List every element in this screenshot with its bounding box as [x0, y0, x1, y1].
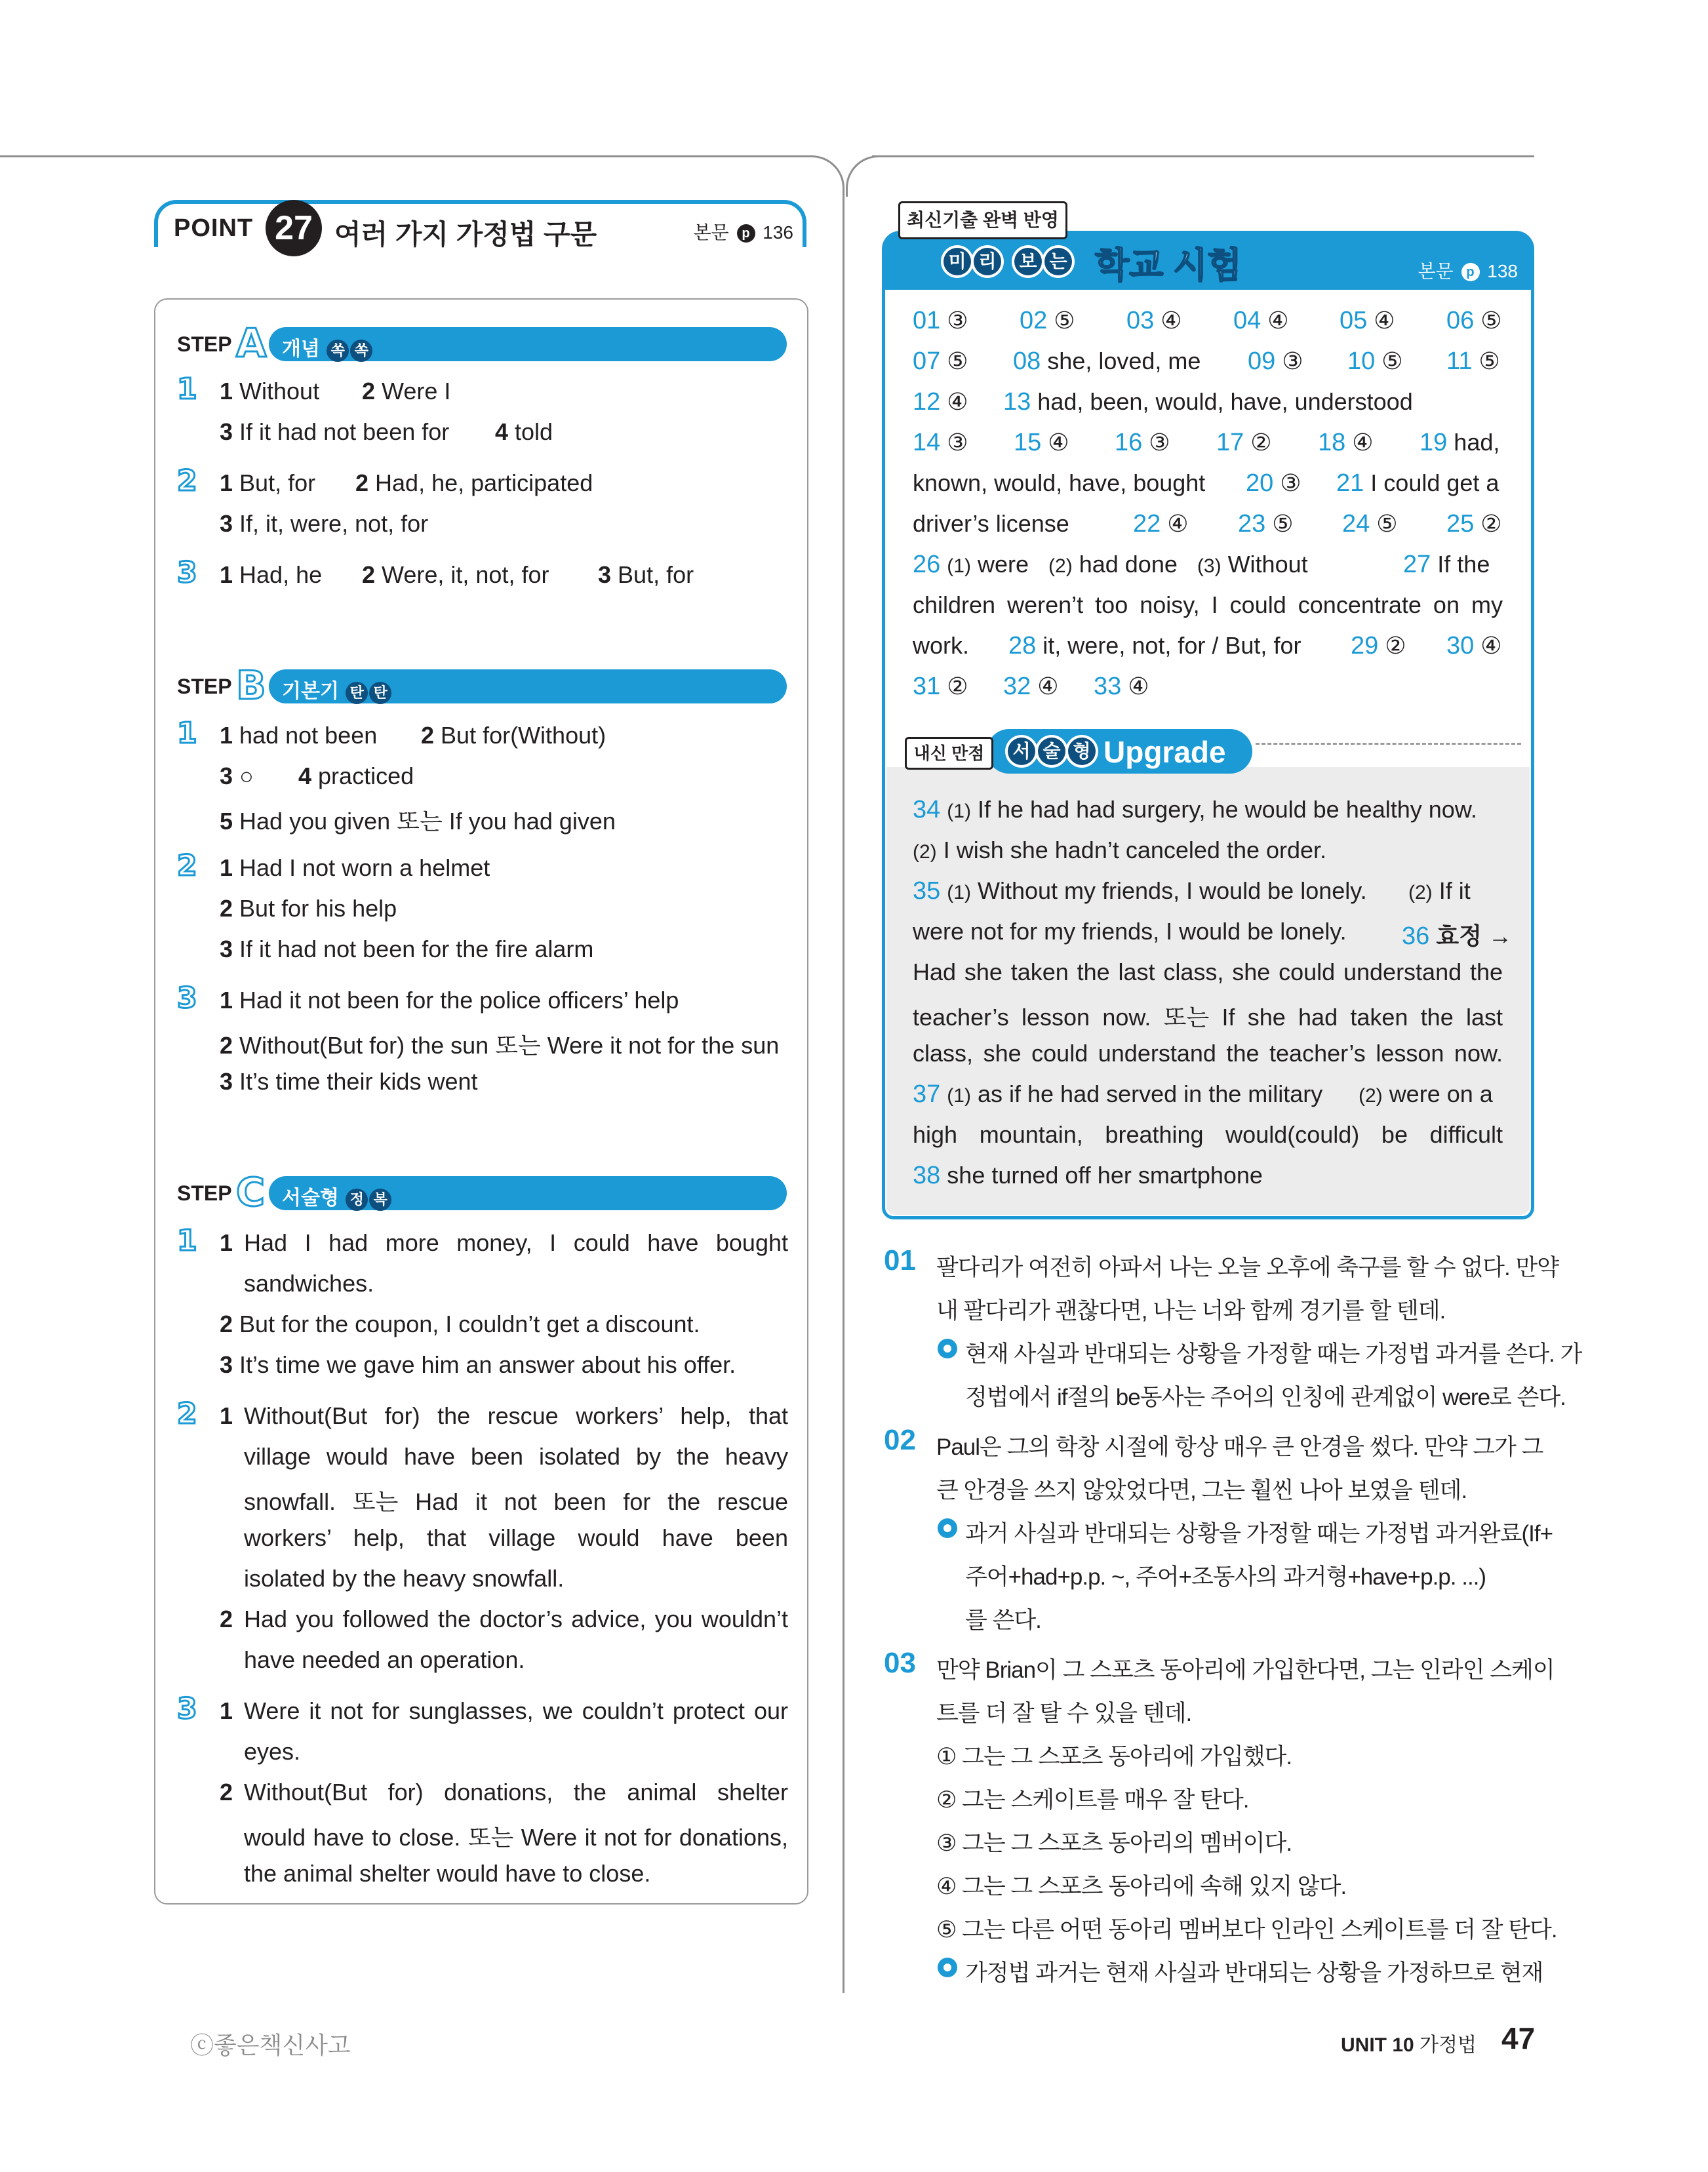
- header-page-ref: 본문 p 138: [1418, 261, 1518, 281]
- upgrade-line: (2) were on a: [1359, 1080, 1493, 1107]
- answer-row: 21 I could get a: [1336, 469, 1499, 497]
- answer-number: 2: [220, 1779, 233, 1806]
- step-c-label: 서술형: [282, 1187, 339, 1209]
- answer-row: 08 she, loved, me: [1013, 347, 1201, 375]
- step-c-pill: [269, 1176, 787, 1210]
- page-number: 47: [1501, 2021, 1536, 2055]
- copyright: ⓒ좋은책신사고: [190, 2032, 351, 2059]
- answer-line: eyes.: [244, 1738, 301, 1765]
- answer-row: 07 ⑤: [913, 347, 968, 375]
- upgrade-line: were not for my friends, I would be lonely.: [913, 918, 1347, 945]
- step-letter-c: C: [236, 1170, 266, 1215]
- explanation-number: 02: [884, 1424, 916, 1456]
- page-p-icon: p: [1461, 263, 1480, 281]
- upgrade-dot: 형: [1065, 735, 1098, 768]
- answer-line: 1 Without: [220, 378, 320, 405]
- upgrade-line: high mountain, breathing would(could) be difficult: [913, 1121, 1503, 1148]
- explanation-number: 01: [884, 1244, 916, 1276]
- answer-line: 1 But, for: [220, 469, 316, 496]
- upgrade-pill: [987, 729, 1252, 774]
- top-rule-right: [872, 155, 1534, 157]
- answer-line: 2 But for(Without): [421, 722, 606, 749]
- question-number: 1: [177, 1224, 197, 1257]
- step-b-dot-2: 탄: [369, 682, 391, 704]
- hint-icon: [938, 1339, 957, 1358]
- upgrade-line: teacher’s lesson now. 또는 If she had taken the last: [913, 1004, 1503, 1031]
- step-a-dot-2: 쏙: [350, 340, 372, 362]
- header-dot: 는: [1042, 245, 1075, 278]
- explanation-text: 큰 안경을 쓰지 않았었다면, 그는 훨씬 나아 보였을 텐데.: [936, 1478, 1467, 1503]
- answer-row: 03 ④: [1126, 307, 1182, 334]
- spine-line: [843, 190, 844, 1993]
- answer-line: 3 If it had not been for: [220, 418, 450, 445]
- ref-label: 본문: [693, 222, 729, 243]
- answer-line: 2 Were, it, not, for: [362, 561, 549, 588]
- answer-row: 09 ③: [1248, 347, 1303, 375]
- header-dot: 보: [1012, 245, 1044, 278]
- spine-curve-right: [846, 155, 887, 197]
- answer-row: 06 ⑤: [1446, 307, 1502, 334]
- step-word: STEP: [177, 332, 232, 356]
- answer-line: village would have been isolated by the heavy: [244, 1443, 788, 1470]
- upgrade-dot: 서: [1005, 735, 1038, 768]
- answer-line: workers’ help, that village would have been: [244, 1524, 788, 1551]
- step-word: STEP: [177, 1181, 232, 1205]
- step-c-header: [177, 1170, 793, 1215]
- answer-row: 25 ②: [1446, 510, 1502, 538]
- answer-line: Without(But for) the rescue workers’ help, that: [244, 1402, 788, 1429]
- question-number: 2: [177, 849, 197, 882]
- upgrade-dot: 술: [1035, 735, 1068, 768]
- answer-row: driver’s license: [913, 510, 1069, 537]
- answer-line: 2 But for his help: [220, 895, 397, 922]
- step-letter-b: B: [236, 663, 266, 709]
- hint-text: 를 쓴다.: [965, 1608, 1041, 1633]
- answer-line: 2 Were I: [362, 378, 451, 405]
- answer-number: 1: [220, 1697, 233, 1724]
- answer-line: 1 had not been: [220, 722, 378, 749]
- step-a-pill: [269, 327, 787, 361]
- answer-row: 13 had, been, would, have, understood: [1003, 388, 1413, 416]
- upgrade-divider: [1256, 743, 1521, 745]
- option-2: ② 그는 스케이트를 매우 잘 탄다.: [936, 1787, 1249, 1813]
- hint-text: 가정법 과거는 현재 사실과 반대되는 상황을 가정하므로 현재: [965, 1960, 1543, 1986]
- answer-row: 04 ④: [1233, 307, 1289, 334]
- answer-line: snowfall. 또는 Had it not been for the rescue: [244, 1488, 788, 1515]
- point-title: 여러 가지 가정법 구문: [334, 219, 597, 250]
- answer-row: 19 had,: [1420, 429, 1500, 456]
- ref-page: 136: [763, 222, 793, 243]
- answer-line: 1 Had it not been for the police officers’ help: [220, 987, 679, 1014]
- step-b-pill: [269, 669, 787, 703]
- option-3: ③ 그는 그 스포츠 동아리의 멤버이다.: [936, 1830, 1292, 1856]
- upgrade-line: Had she taken the last class, she could understand the: [913, 958, 1503, 985]
- unit-label: UNIT 10 가정법: [1341, 2034, 1477, 2056]
- upgrade-line: 38 she turned off her smartphone: [913, 1162, 1263, 1189]
- answer-row: 10 ⑤: [1347, 347, 1403, 375]
- question-number: 3: [177, 981, 197, 1015]
- step-b-label: 기본기: [282, 681, 339, 702]
- upgrade-line: 36 효정 →: [1402, 922, 1512, 950]
- answer-row: 23 ⑤: [1238, 510, 1294, 538]
- answer-row: 12 ④: [913, 388, 968, 416]
- explanation-text: 만약 Brian이 그 스포츠 동아리에 가입한다면, 그는 인라인 스케이: [936, 1657, 1555, 1683]
- answer-row: 14 ③: [913, 429, 968, 456]
- answer-line: 3 It’s time their kids went: [220, 1068, 478, 1095]
- upgrade-line: 35 (1) Without my friends, I would be lonely.: [913, 877, 1367, 905]
- answer-row: 31 ②: [913, 673, 968, 700]
- answer-line: 1 Had I not worn a helmet: [220, 854, 490, 881]
- hint-text: 과거 사실과 반대되는 상황을 가정할 때는 가정법 과거완료(If+: [965, 1521, 1553, 1547]
- question-number: 3: [177, 1692, 197, 1726]
- answer-row: 30 ④: [1446, 632, 1502, 660]
- upgrade-tag: 내신 만점: [905, 737, 993, 770]
- answer-row: 26 (1) were (2) had done (3) Without: [913, 551, 1308, 578]
- answer-line: Had I had more money, I could have bought: [244, 1229, 788, 1256]
- answer-line: Had you followed the doctor’s advice, you wouldn’t: [244, 1606, 788, 1632]
- answer-row: known, would, have, bought: [913, 469, 1206, 496]
- explanation-text: 트를 더 잘 탈 수 있을 텐데.: [936, 1701, 1192, 1726]
- hint-text: 현재 사실과 반대되는 상황을 가정할 때는 가정법 과거를 쓴다. 가: [965, 1341, 1582, 1367]
- answer-row: 05 ④: [1340, 307, 1395, 334]
- answer-row: 22 ④: [1133, 510, 1189, 538]
- answer-line: 4 practiced: [298, 762, 414, 789]
- answer-number: 2: [220, 1606, 233, 1632]
- spine-curve-left: [803, 155, 844, 197]
- answer-row: 20 ③: [1246, 469, 1301, 497]
- answer-row: 24 ⑤: [1342, 510, 1398, 538]
- upgrade-line: class, she could understand the teacher’s lesson now.: [913, 1040, 1503, 1067]
- answer-line: Without(But for) donations, the animal shelter: [244, 1779, 788, 1806]
- question-number: 2: [177, 464, 197, 498]
- explanation-number: 03: [884, 1647, 916, 1679]
- option-1: ① 그는 그 스포츠 동아리에 가입했다.: [936, 1744, 1292, 1769]
- answer-line: 3 If it had not been for the fire alarm: [220, 936, 594, 962]
- upgrade-title: Upgrade: [1103, 735, 1226, 769]
- hint-icon: [938, 1958, 957, 1977]
- question-number: 3: [177, 556, 197, 589]
- upgrade-line: (2) I wish she hadn’t canceled the order.: [913, 837, 1327, 863]
- answer-line: have needed an operation.: [244, 1646, 525, 1673]
- answer-row: 29 ②: [1351, 632, 1406, 660]
- answer-line: sandwiches.: [244, 1270, 374, 1297]
- explanation-text: 내 팔다리가 괜찮다면, 나는 너와 함께 경기를 할 텐데.: [936, 1298, 1446, 1324]
- step-c-dot-2: 복: [369, 1189, 391, 1211]
- answer-line: 3 It’s time we gave him an answer about his offer.: [220, 1351, 736, 1378]
- answer-row: 18 ④: [1318, 429, 1374, 456]
- answer-line: 3 ○: [220, 762, 254, 789]
- answer-row: 33 ④: [1094, 673, 1149, 700]
- step-word: STEP: [177, 675, 232, 698]
- question-number: 1: [177, 717, 197, 750]
- upgrade-line: (2) If it: [1408, 877, 1471, 904]
- option-4: ④ 그는 그 스포츠 동아리에 속해 있지 않다.: [936, 1874, 1347, 1899]
- answer-row: 15 ④: [1014, 429, 1069, 456]
- answer-row: children weren’t too noisy, I could concentrate on my: [913, 591, 1503, 618]
- answer-row: 11 ⑤: [1446, 347, 1500, 375]
- point-header: [154, 200, 806, 252]
- answer-number: 1: [220, 1229, 233, 1256]
- hint-icon: [938, 1518, 957, 1538]
- step-c-dot-1: 정: [346, 1189, 368, 1211]
- answer-line: 2 But for the coupon, I couldn’t get a discount.: [220, 1311, 700, 1337]
- answer-line: the animal shelter would have to close.: [244, 1860, 651, 1887]
- answer-line: 3 If, it, were, not, for: [220, 510, 429, 537]
- answer-line: 2 Without(But for) the sun 또는 Were it not for the sun: [220, 1032, 780, 1059]
- answer-line: 4 told: [495, 418, 553, 445]
- point-page-ref: [694, 218, 793, 245]
- answer-line: 5 Had you given 또는 If you had given: [220, 808, 616, 835]
- answer-row: 27 If the: [1403, 551, 1490, 578]
- point-word: POINT: [174, 214, 254, 242]
- exam-tag: 최신기출 완벽 반영: [898, 201, 1067, 239]
- answer-row: 17 ②: [1216, 429, 1272, 456]
- answer-line: 2 Had, he, participated: [355, 469, 593, 496]
- answer-row: 28 it, were, not, for / But, for: [1008, 632, 1301, 660]
- step-letter-a: A: [236, 321, 267, 366]
- page-p-icon: p: [737, 224, 755, 243]
- explanation-text: Paul은 그의 학창 시절에 항상 매우 큰 안경을 썼다. 만약 그가 그: [936, 1434, 1543, 1460]
- step-b-dot-1: 탄: [346, 682, 368, 704]
- school-exam-title: 학교 시험: [1095, 246, 1242, 285]
- top-rule-left: [0, 155, 813, 157]
- upgrade-line: 34 (1) If he had had surgery, he would be healthy now.: [913, 796, 1477, 823]
- hint-text: 정법에서 if절의 be동사는 주어의 인칭에 관계없이 were로 쓴다.: [965, 1385, 1566, 1410]
- header-dot: 미: [941, 245, 974, 278]
- question-number: 1: [177, 372, 197, 406]
- answer-row: 01 ③: [913, 307, 968, 334]
- step-a-dot-1: 쏙: [327, 340, 349, 362]
- answer-line: Were it not for sunglasses, we couldn’t protect our: [244, 1697, 788, 1724]
- answer-row: 32 ④: [1003, 673, 1059, 700]
- question-number: 2: [177, 1397, 197, 1431]
- option-5: ⑤ 그는 다른 어떤 동아리 멤버보다 인라인 스케이트를 더 잘 탄다.: [936, 1917, 1557, 1943]
- header-dot: 리: [971, 245, 1004, 278]
- answer-row: 16 ③: [1115, 429, 1170, 456]
- upgrade-line: 37 (1) as if he had served in the military: [913, 1080, 1323, 1108]
- step-a-header: [177, 321, 793, 366]
- answer-line: 3 But, for: [598, 561, 694, 588]
- school-exam-header: [882, 231, 1534, 290]
- answer-line: would have to close. 또는 Were it not for donations,: [244, 1824, 788, 1851]
- answer-row: 02 ⑤: [1020, 307, 1075, 334]
- hint-text: 주어+had+p.p. ~, 주어+조동사의 과거형+have+p.p. ...): [965, 1564, 1486, 1590]
- answer-line: isolated by the heavy snowfall.: [244, 1565, 565, 1592]
- step-a-label: 개념: [282, 338, 320, 360]
- point-number: 27: [266, 200, 322, 256]
- answer-row: work.: [913, 632, 970, 659]
- explanation-text: 팔다리가 여전히 아파서 나는 오늘 오후에 축구를 할 수 없다. 만약: [936, 1255, 1559, 1280]
- answer-line: 1 Had, he: [220, 561, 323, 588]
- answer-number: 1: [220, 1402, 233, 1429]
- step-b-header: [177, 663, 793, 709]
